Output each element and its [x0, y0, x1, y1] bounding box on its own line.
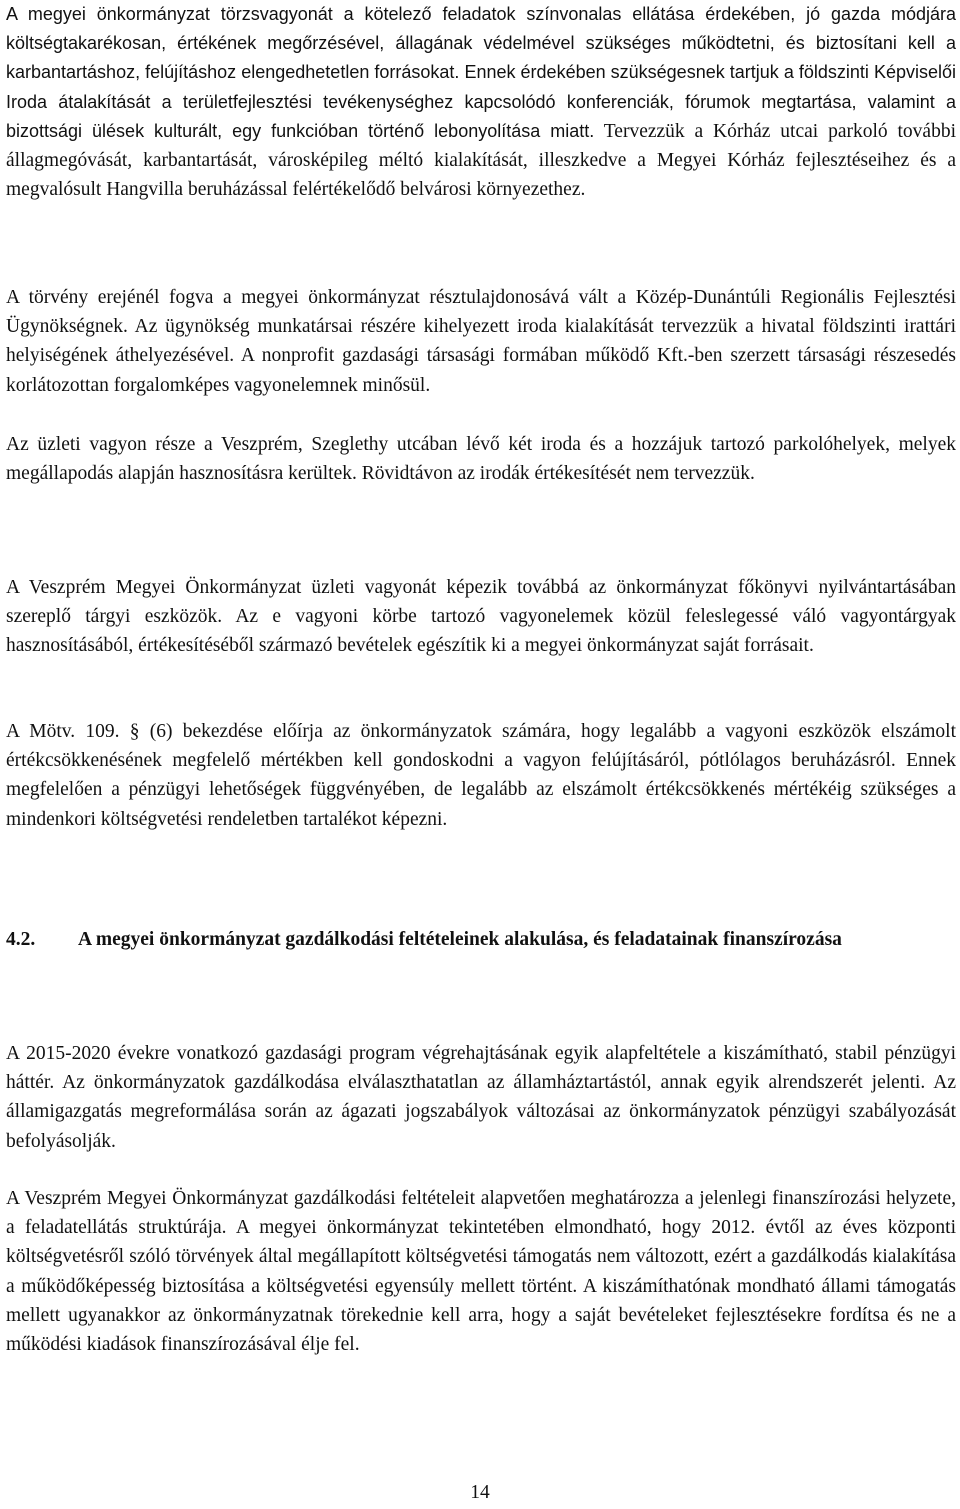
- paragraph-text: Tervezzük a Kórház utcai parkoló további állagmegóvását, karbantartását, városképileg méltó kialakítását, illeszkedve a Megyei Kórház fejlesztéseihez és a megvalósult Hangvilla beruházással felértékelődő belvárosi környezethez.: [6, 120, 956, 201]
- paragraph-business-assets: Az üzleti vagyon része a Veszprém, Szeglethy utcában lévő két iroda és a hozzájuk tartozó parkolóhelyek, melyek megállapodás alapján hasznosításra kerültek. Rövidtávon az irodák értékesítését nem tervezzük.: [6, 434, 956, 485]
- section-number: 4.2.: [6, 929, 36, 950]
- page-number: 14: [470, 1482, 490, 1503]
- paragraph-lead-text: A megyei önkormányzat törzsvagyonát a kötelező feladatok színvonalas ellátása érdekében, jó gazda módjára költségtakarékosan, értékének megőrzésével, állagának védelmével szükséges működtetni, és biztosítani kell a karbantartáshoz, felújításhoz elengedhetetlen forrásokat. Ennek érdekében szükségesnek tartjuk a földszinti Képviselői Iroda átalakítását a területfejlesztési tevékenységhez kapcsolódó konferenciák, fórumok megtartása, valamint a bizottsági ülések kulturált, egy funkcióban történő lebonyolítása miatt.: [6, 4, 956, 141]
- paragraph-regional-agency: A törvény erejénél fogva a megyei önkormányzat résztulajdonosává vált a Közép-Dunántúli Regionális Fejlesztési Ügynökségnek. Az ügynökség munkatársai részére kihelyezett iroda kialakítását tervezzük a hivatal földszinti irattári helyiségének áthelyezésével. A nonprofit gazdasági társasági formában működő Kft.-ben szerzett társasági részesedés korlátozottan forgalomképes vagyonelemnek minősül.: [6, 287, 956, 396]
- section-title: A megyei önkormányzat gazdálkodási feltételeinek alakulása, és feladatainak finanszírozása: [78, 929, 842, 950]
- paragraph-economic-program: A 2015-2020 évekre vonatkozó gazdasági program végrehajtásának egyik alapfeltétele a kiszámítható, stabil pénzügyi háttér. Az önkormányzatok gazdálkodása elválaszthatatlan az államháztartástól, annak egyik alrendszerét jelenti. Az államigazgatás megreformálása során az ágazati jogszabályok változásai az önkormányzatok pénzügyi szabályozását befolyásolják.: [6, 1043, 956, 1152]
- paragraph-financing-conditions: A Veszprém Megyei Önkormányzat gazdálkodási feltételeit alapvetően meghatározza a jelenlegi finanszírozási helyzete, a feladatellátás struktúrája. A megyei önkormányzat tekintetében elmondható, hogy 2012. évtől az éves központi költségvetésről szóló törvények által megállapított költségvetési támogatás nem változott, ezért a gazdálkodás kialakítása a működőképesség biztosítása a költségvetési egyensúly mellett történt. A kiszámíthatónak mondható állami támogatás mellett ugyanakkor az önkormányzatnak törekednie kell arra, hogy a saját bevételeket fejlesztésekre fordítsa és ne a működési kiadások finanszírozásával élje fel.: [6, 1188, 956, 1356]
- section-heading: [6, 925, 956, 954]
- paragraph-tangible-assets: A Veszprém Megyei Önkormányzat üzleti vagyonát képezik továbbá az önkormányzat főkönyvi nyilvántartásában szereplő tárgyi eszközök. Az e vagyoni körbe tartozó vagyonelemek közül feleslegessé váló vagyontárgyak hasznosításából, értékesítéséből származó bevételek egészítik ki a megyei önkormányzat saját forrásait.: [6, 577, 956, 657]
- paragraph-mötv-109: A Mötv. 109. § (6) bekezdése előírja az önkormányzatok számára, hogy legalább a vagyoni eszközök elszámolt értékcsökkenésének megfelelő mértékben kell gondoskodni a vagyon felújításáról, pótlólagos beruházásról. Ennek megfelelően a pénzügyi lehetőségek függvényében, de legalább az elszámolt értékcsökkenés mértékéig szükséges a mindenkori költségvetési rendeletben tartalékot képezni.: [6, 721, 956, 830]
- paragraph-property-maintenance: [6, 0, 956, 204]
